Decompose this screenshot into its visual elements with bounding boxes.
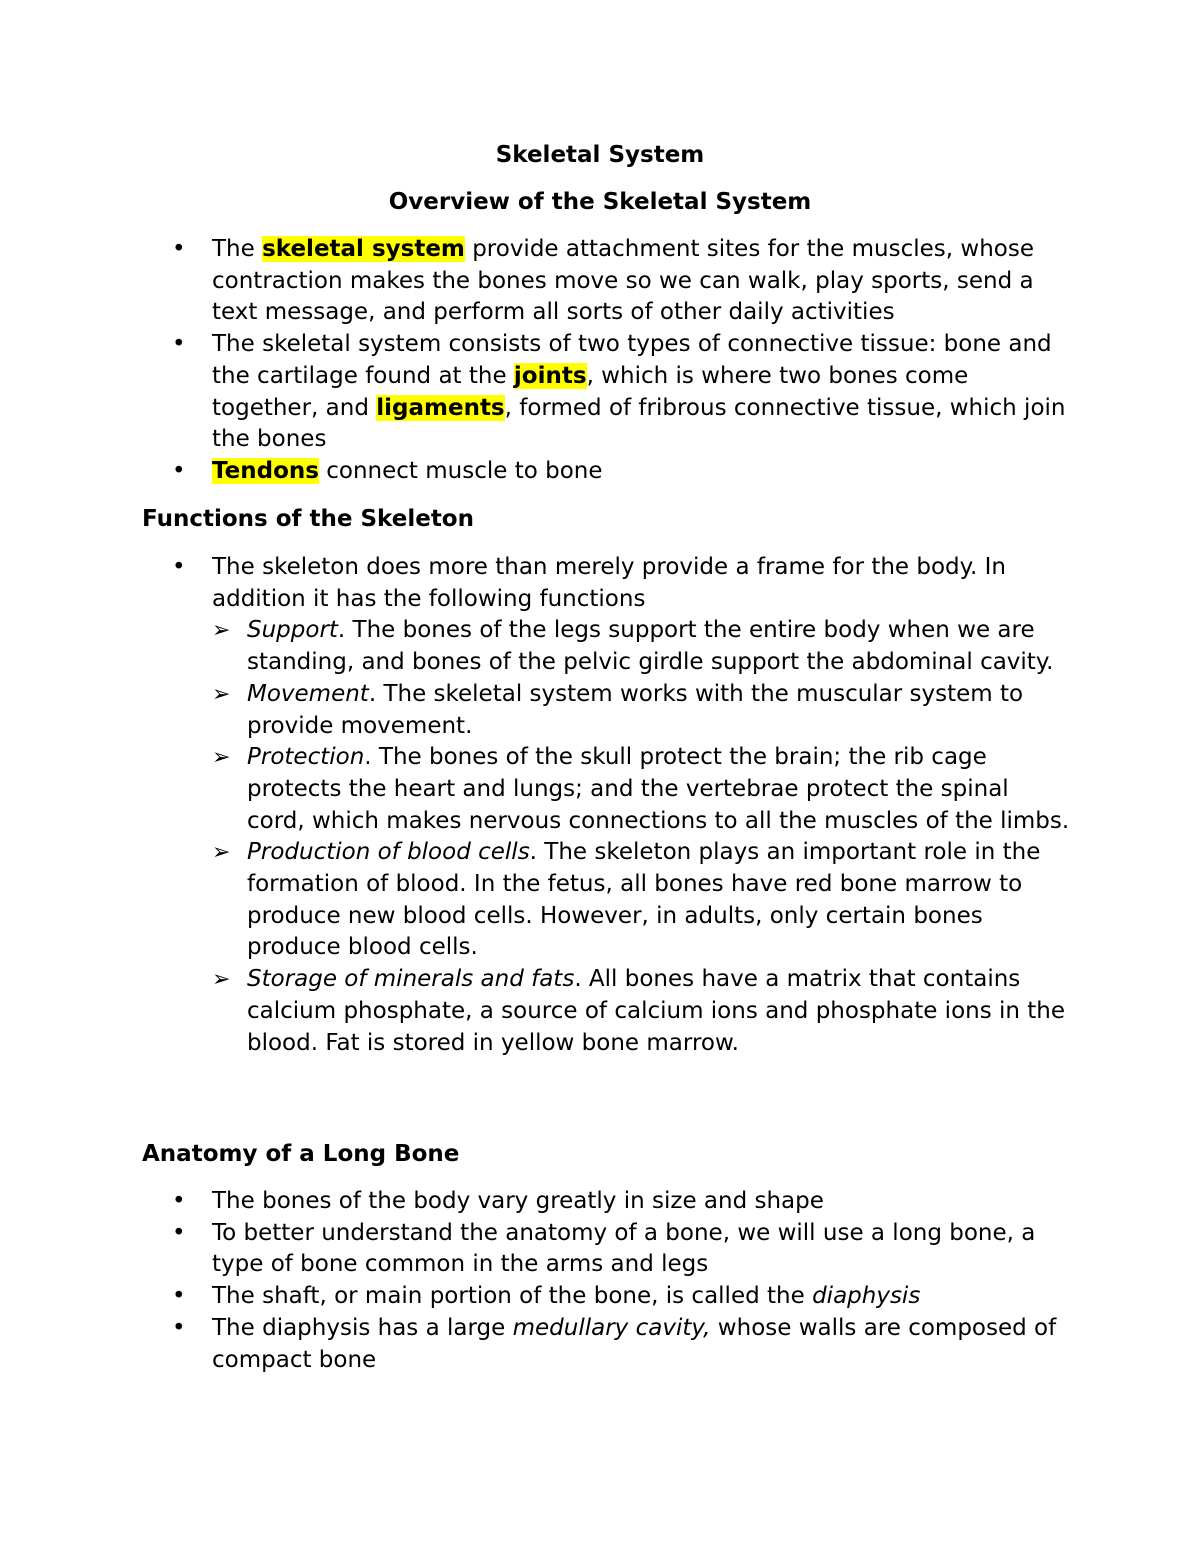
overview-list	[0, 234, 1200, 488]
list-item-text: The shaft, or main portion of the bone, is called the diaphysis	[212, 1283, 921, 1310]
arrow-bullet-icon: ➢	[212, 745, 231, 771]
list-item-text: The skeletal system provide attachment sites for the muscles, whose contraction makes the bones move so we can walk, play sports, send a text message, and perform all sorts of other daily activities	[212, 236, 1034, 326]
list-item	[0, 234, 1200, 329]
list-item-text: Tendons connect muscle to bone	[212, 457, 603, 484]
sub-list-item	[0, 837, 1200, 964]
list-item	[0, 329, 1200, 456]
list-item	[0, 552, 1200, 615]
function-term: Movement	[247, 680, 369, 707]
highlighted-term: ligaments	[376, 394, 505, 421]
list-item-text: The bones of the body vary greatly in size and shape	[212, 1188, 824, 1214]
list-item-text: To better understand the anatomy of a bone, we will use a long bone, a type of bone common in the arms and legs	[212, 1219, 1036, 1278]
sub-list-item	[0, 615, 1200, 678]
bullet-icon: •	[172, 331, 186, 358]
anatomy-list	[0, 1186, 1200, 1376]
list-item	[0, 1313, 1200, 1376]
list-item-text: The skeleton does more than merely provide a frame for the body. In addition it has the following functions	[212, 554, 1006, 612]
functions-list	[0, 552, 1200, 1059]
sub-list-item-text: Support. The bones of the legs support the entire body when we are standing, and bones of the pelvic girdle support the abdominal cavity.	[247, 617, 1054, 676]
sub-list-item	[0, 742, 1200, 837]
arrow-bullet-icon: ➢	[212, 681, 231, 707]
function-term: Protection	[247, 744, 365, 771]
list-item	[0, 1218, 1200, 1281]
function-term: Production of blood cells	[247, 839, 530, 866]
bullet-icon: •	[172, 1314, 186, 1341]
overview-heading: Overview of the Skeletal System	[388, 189, 812, 215]
arrow-bullet-icon: ➢	[212, 618, 231, 644]
arrow-bullet-icon: ➢	[212, 967, 231, 993]
list-item-text: The skeletal system consists of two types of connective tissue: bone and the cartilage found at the joints, which is where two bones come together, and ligaments, formed of fribrous connective tissue, which join the bones	[212, 331, 1066, 453]
arrow-bullet-icon: ➢	[212, 840, 231, 866]
anatomy-term: diaphysis	[812, 1283, 921, 1310]
bullet-icon: •	[172, 1219, 186, 1246]
sub-list-item-text: Storage of minerals and fats. All bones have a matrix that contains calcium phosphate, a source of calcium ions and phosphate ions in the blood. Fat is stored in yellow bone marrow.	[247, 966, 1066, 1056]
highlighted-term: joints	[513, 362, 587, 389]
sub-list-item-text: Protection. The bones of the skull protect the brain; the rib cage protects the heart and lungs; and the vertebrae protect the spinal cord, which makes nervous connections to all the muscles of the limbs.	[247, 744, 1070, 834]
list-item	[0, 1281, 1200, 1313]
function-term: Storage of minerals and fats	[247, 966, 575, 993]
functions-heading: Functions of the Skeleton	[142, 506, 474, 532]
function-term: Support	[247, 617, 338, 644]
anatomy-term: medullary cavity,	[512, 1314, 711, 1341]
highlighted-term: Tendons	[212, 457, 319, 484]
document-title: Skeletal System	[495, 142, 705, 168]
highlighted-term: skeletal system	[262, 236, 465, 262]
bullet-icon: •	[172, 457, 186, 484]
sub-list-item	[0, 679, 1200, 742]
anatomy-heading: Anatomy of a Long Bone	[142, 1141, 460, 1167]
list-item	[0, 456, 1200, 488]
bullet-icon: •	[172, 554, 186, 580]
sub-list-item-text: Movement. The skeletal system works with the muscular system to provide movement.	[247, 680, 1024, 739]
bullet-icon: •	[172, 1188, 186, 1214]
sub-list-item	[0, 964, 1200, 1059]
sub-list-item-text: Production of blood cells. The skeleton plays an important role in the formation of blood. In the fetus, all bones have red bone marrow to produce new blood cells. However, in adults, only certain bones produce blood cells.	[247, 839, 1041, 961]
bullet-icon: •	[172, 1283, 186, 1310]
list-item	[0, 1186, 1200, 1218]
list-item-text: The diaphysis has a large medullary cavity, whose walls are composed of compact bone	[212, 1314, 1057, 1373]
bullet-icon: •	[172, 236, 186, 262]
